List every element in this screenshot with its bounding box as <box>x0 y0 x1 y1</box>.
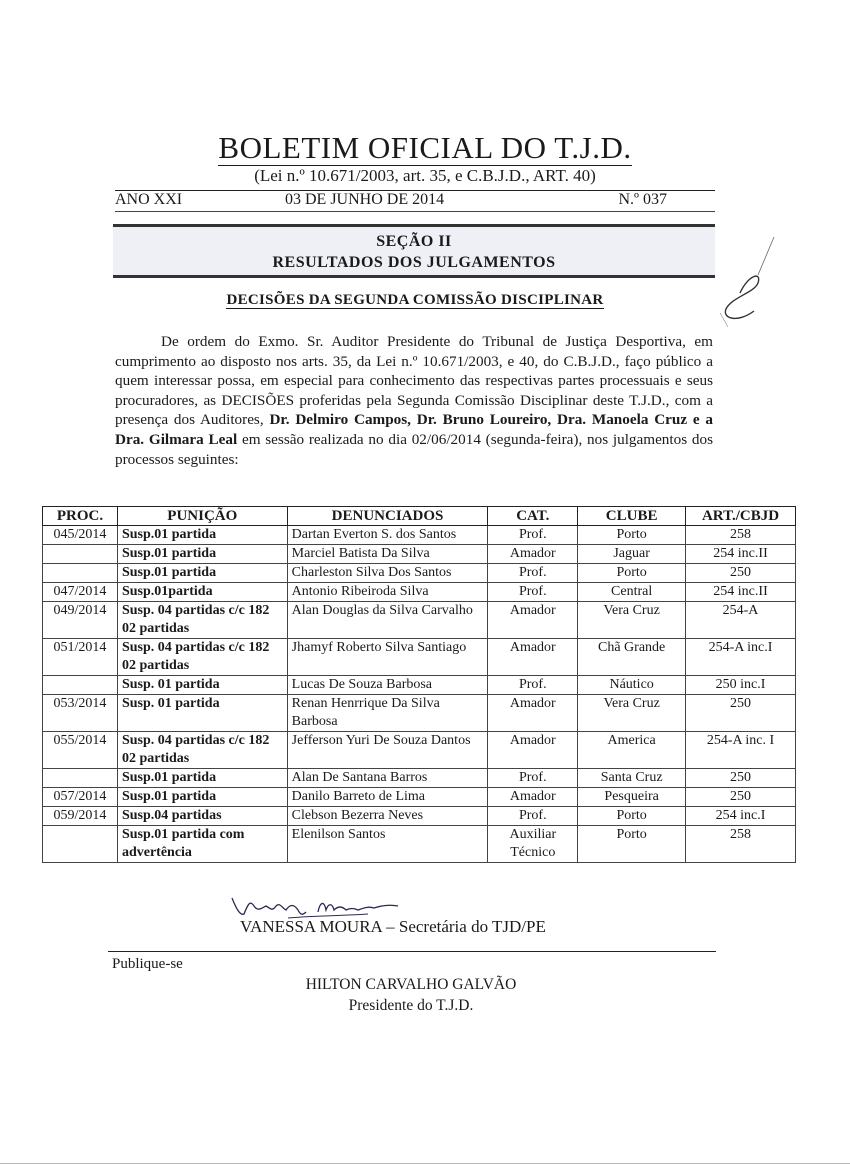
cell-clube: Náutico <box>578 676 686 695</box>
cell-cat: Prof. <box>488 564 578 583</box>
cell-denunciado: Marciel Batista Da Silva <box>287 545 488 564</box>
cell-cat: Amador <box>488 732 578 769</box>
scan-edge-line <box>0 1163 850 1164</box>
cell-art: 254-A inc. I <box>686 732 796 769</box>
cell-cat: Prof. <box>488 583 578 602</box>
cell-punicao: Susp.01 partida com advertência <box>117 826 287 863</box>
cell-art: 258 <box>686 826 796 863</box>
cell-denunciado: Charleston Silva Dos Santos <box>287 564 488 583</box>
cell-denunciado: Clebson Bezerra Neves <box>287 807 488 826</box>
table-row <box>43 732 796 769</box>
table-row <box>43 826 796 863</box>
cell-cat: Amador <box>488 639 578 676</box>
cell-proc: 045/2014 <box>43 526 118 545</box>
judgment-results-table <box>42 506 796 863</box>
president-name: HILTON CARVALHO GALVÃO <box>305 976 517 993</box>
cell-proc <box>43 545 118 564</box>
table-row <box>43 526 796 545</box>
cell-art: 254-A inc.I <box>686 639 796 676</box>
header-proc: PROC. <box>43 507 118 526</box>
cell-punicao: Susp.01 partida <box>117 769 287 788</box>
cell-art: 254-A <box>686 602 796 639</box>
intro-paragraph: De ordem do Exmo. Sr. Auditor Presidente do Tribunal de Justiça Desportiva, em cumprimento ao disposto nos arts. 35, da Lei n.º 10.671/2003, e 40, do C.B.J.D., faço público a quem interessar possa, em especial para conhecimento das respectivas partes processuais e seus procuradores, as DECISÕES proferidas pela Segunda Comissão Disciplinar deste T.J.D., com a presença dos Auditores, Dr. Delmiro Campos, Dr. Bruno Loureiro, Dra. Manoela Cruz e a Dra. Gilmara Leal em sessão realizada no dia 02/06/2014 (segunda-feira), nos julgamentos dos processos seguintes: <box>115 333 713 468</box>
cell-punicao: Susp.04 partidas <box>117 807 287 826</box>
cell-art: 250 <box>686 695 796 732</box>
president-title: Presidente do T.J.D. <box>348 997 474 1014</box>
cell-art: 254 inc.I <box>686 807 796 826</box>
cell-punicao: Susp.01 partida <box>117 788 287 807</box>
cell-punicao: Susp. 01 partida <box>117 695 287 732</box>
cell-clube: Vera Cruz <box>578 602 686 639</box>
table-row <box>43 602 796 639</box>
table-row <box>43 676 796 695</box>
secretary-line: VANESSA MOURA – Secretária do TJD/PE <box>240 917 546 936</box>
cell-art: 250 <box>686 769 796 788</box>
cell-cat: Prof. <box>488 526 578 545</box>
section-number: SEÇÃO II <box>376 233 452 250</box>
cell-denunciado: Jhamyf Roberto Silva Santiago <box>287 639 488 676</box>
table-row <box>43 695 796 732</box>
cell-proc: 055/2014 <box>43 732 118 769</box>
cell-cat: Prof. <box>488 807 578 826</box>
cell-denunciado: Alan De Santana Barros <box>287 769 488 788</box>
cell-art: 250 <box>686 564 796 583</box>
issue-year: ANO XXI <box>115 191 183 208</box>
cell-proc <box>43 564 118 583</box>
cell-denunciado: Antonio Ribeiroda Silva <box>287 583 488 602</box>
cell-cat: Auxiliar Técnico <box>488 826 578 863</box>
header-clube: CLUBE <box>578 507 686 526</box>
bulletin-subtitle: (Lei n.º 10.671/2003, art. 35, e C.B.J.D., ART. 40) <box>254 166 596 185</box>
cell-clube: Porto <box>578 807 686 826</box>
cell-punicao: Susp.01 partida <box>117 526 287 545</box>
auditors-names: Dr. Delmiro Campos, Dr. Bruno Loureiro, Dra. Manoela Cruz e a Dra. Gilmara Leal <box>115 411 713 448</box>
cell-denunciado: Elenilson Santos <box>287 826 488 863</box>
cell-punicao: Susp.01 partida <box>117 564 287 583</box>
cell-punicao: Susp.01partida <box>117 583 287 602</box>
cell-denunciado: Renan Henrrique Da Silva Barbosa <box>287 695 488 732</box>
footer-divider <box>108 951 716 952</box>
cell-art: 254 inc.II <box>686 545 796 564</box>
table-header-row <box>43 507 796 526</box>
table-row <box>43 769 796 788</box>
bulletin-title: BOLETIM OFICIAL DO T.J.D. <box>218 130 632 165</box>
cell-punicao: Susp. 04 partidas c/c 182 02 partidas <box>117 639 287 676</box>
cell-art: 250 <box>686 788 796 807</box>
cell-proc: 059/2014 <box>43 807 118 826</box>
cell-clube: Central <box>578 583 686 602</box>
header-cat: CAT. <box>488 507 578 526</box>
cell-proc <box>43 769 118 788</box>
issue-date: 03 DE JUNHO DE 2014 <box>285 191 445 208</box>
cell-denunciado: Lucas De Souza Barbosa <box>287 676 488 695</box>
cell-denunciado: Danilo Barreto de Lima <box>287 788 488 807</box>
cell-cat: Amador <box>488 545 578 564</box>
cell-clube: Pesqueira <box>578 788 686 807</box>
decisions-heading: DECISÕES DA SEGUNDA COMISSÃO DISCIPLINAR <box>226 292 604 308</box>
table-body <box>43 526 796 863</box>
cell-denunciado: Alan Douglas da Silva Carvalho <box>287 602 488 639</box>
cell-cat: Prof. <box>488 769 578 788</box>
cell-cat: Amador <box>488 602 578 639</box>
cell-clube: America <box>578 732 686 769</box>
cell-proc: 047/2014 <box>43 583 118 602</box>
cell-clube: Santa Cruz <box>578 769 686 788</box>
cell-art: 254 inc.II <box>686 583 796 602</box>
table-row <box>43 564 796 583</box>
issue-info-bar <box>115 190 715 212</box>
table-row <box>43 788 796 807</box>
cell-proc <box>43 676 118 695</box>
table-row <box>43 583 796 602</box>
publish-label: Publique-se <box>112 956 183 972</box>
cell-clube: Porto <box>578 826 686 863</box>
cell-proc: 053/2014 <box>43 695 118 732</box>
cell-punicao: Susp. 01 partida <box>117 676 287 695</box>
section-header <box>113 224 715 278</box>
cell-art: 258 <box>686 526 796 545</box>
table-row <box>43 807 796 826</box>
header-denunciados: DENUNCIADOS <box>287 507 488 526</box>
cell-proc: 057/2014 <box>43 788 118 807</box>
cell-punicao: Susp.01 partida <box>117 545 287 564</box>
cell-clube: Vera Cruz <box>578 695 686 732</box>
cell-denunciado: Jefferson Yuri De Souza Dantos <box>287 732 488 769</box>
cell-proc: 049/2014 <box>43 602 118 639</box>
cell-clube: Porto <box>578 526 686 545</box>
handwritten-initial-mark <box>718 235 778 330</box>
issue-number: N.º 037 <box>618 191 667 208</box>
cell-cat: Prof. <box>488 676 578 695</box>
cell-punicao: Susp. 04 partidas c/c 182 02 partidas <box>117 732 287 769</box>
cell-cat: Amador <box>488 695 578 732</box>
cell-clube: Chã Grande <box>578 639 686 676</box>
cell-punicao: Susp. 04 partidas c/c 182 02 partidas <box>117 602 287 639</box>
cell-denunciado: Dartan Everton S. dos Santos <box>287 526 488 545</box>
cell-proc: 051/2014 <box>43 639 118 676</box>
cell-art: 250 inc.I <box>686 676 796 695</box>
header-punicao: PUNIÇÃO <box>117 507 287 526</box>
cell-cat: Amador <box>488 788 578 807</box>
table-row <box>43 545 796 564</box>
cell-clube: Porto <box>578 564 686 583</box>
table-row <box>43 639 796 676</box>
cell-proc <box>43 826 118 863</box>
section-title: RESULTADOS DOS JULGAMENTOS <box>272 254 556 271</box>
cell-clube: Jaguar <box>578 545 686 564</box>
header-art: ART./CBJD <box>686 507 796 526</box>
